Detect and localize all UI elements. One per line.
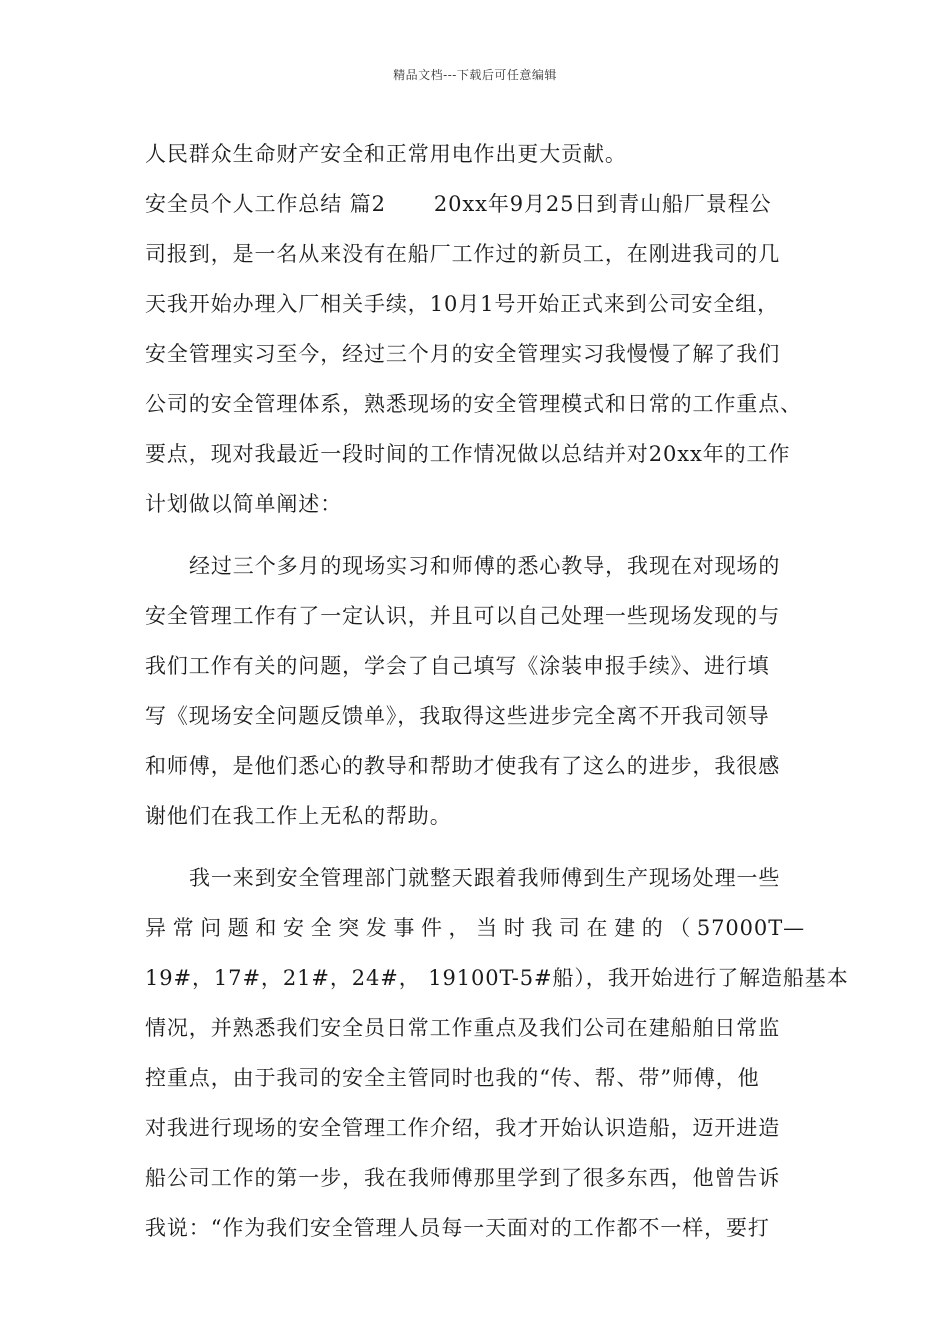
paragraph-line: 人民群众生命财产安全和正常用电作出更大贡献。	[145, 142, 627, 166]
paragraph-line: 天我开始办理入厂相关手续，10月1号开始正式来到公司安全组，	[145, 292, 780, 316]
paragraph-line: 对我进行现场的安全管理工作介绍，我才开始认识造船，迈开进造	[145, 1116, 781, 1140]
page-header: 精品文档---下载后可任意编辑	[393, 68, 557, 82]
section-heading-line	[145, 184, 805, 234]
paragraph-line: 19#，17#，21#，24#， 19100T-5#船），我开始进行了解造船基本	[145, 966, 849, 990]
paragraph-line: 要点，现对我最近一段时间的工作情况做以总结并对20xx年的工作	[145, 442, 791, 466]
paragraph-line: 安全管理实习至今，经过三个月的安全管理实习我慢慢了解了我们	[145, 342, 781, 366]
paragraph-line: 经过三个多月的现场实习和师傅的悉心教导，我现在对现场的	[189, 554, 781, 578]
paragraph-line: 公司的安全管理体系，熟悉现场的安全管理模式和日常的工作重点、	[145, 392, 802, 416]
paragraph-line: 谢他们在我工作上无私的帮助。	[145, 804, 452, 828]
document-body	[145, 134, 849, 1258]
paragraph-line-start: 20xx年9月25日到青山船厂景程公	[433, 192, 772, 216]
paragraph-line: 我说：“作为我们安全管理人员每一天面对的工作都不一样，要打	[145, 1216, 770, 1240]
paragraph-line: 写《现场安全问题反馈单》，我取得这些进步完全离不开我司领导	[145, 704, 770, 728]
paragraph-line: 司报到，是一名从来没有在船厂工作过的新员工，在刚进我司的几	[145, 242, 781, 266]
paragraph-line: 控重点，由于我司的安全主管同时也我的“传、帮、带”师傅，他	[145, 1066, 760, 1090]
paragraph-line: 我们工作有关的问题，学会了自己填写《涂装申报手续》、进行填	[145, 654, 770, 678]
paragraph-line: 我一来到安全管理部门就整天跟着我师傅到生产现场处理一些	[189, 866, 781, 890]
paragraph-line: 异常问题和安全突发事件，当时我司在建的（57000T—	[145, 916, 805, 940]
paragraph-line: 安全管理工作有了一定认识，并且可以自己处理一些现场发现的与	[145, 604, 781, 628]
paragraph-line: 计划做以简单阐述：	[145, 492, 343, 516]
section-title: 安全员个人工作总结 篇2	[145, 192, 386, 216]
paragraph-line: 情况，并熟悉我们安全员日常工作重点及我们公司在建船舶日常监	[145, 1016, 781, 1040]
paragraph-line: 和师傅，是他们悉心的教导和帮助才使我有了这么的进步，我很感	[145, 754, 781, 778]
paragraph-line: 船公司工作的第一步，我在我师傅那里学到了很多东西，他曾告诉	[145, 1166, 781, 1190]
